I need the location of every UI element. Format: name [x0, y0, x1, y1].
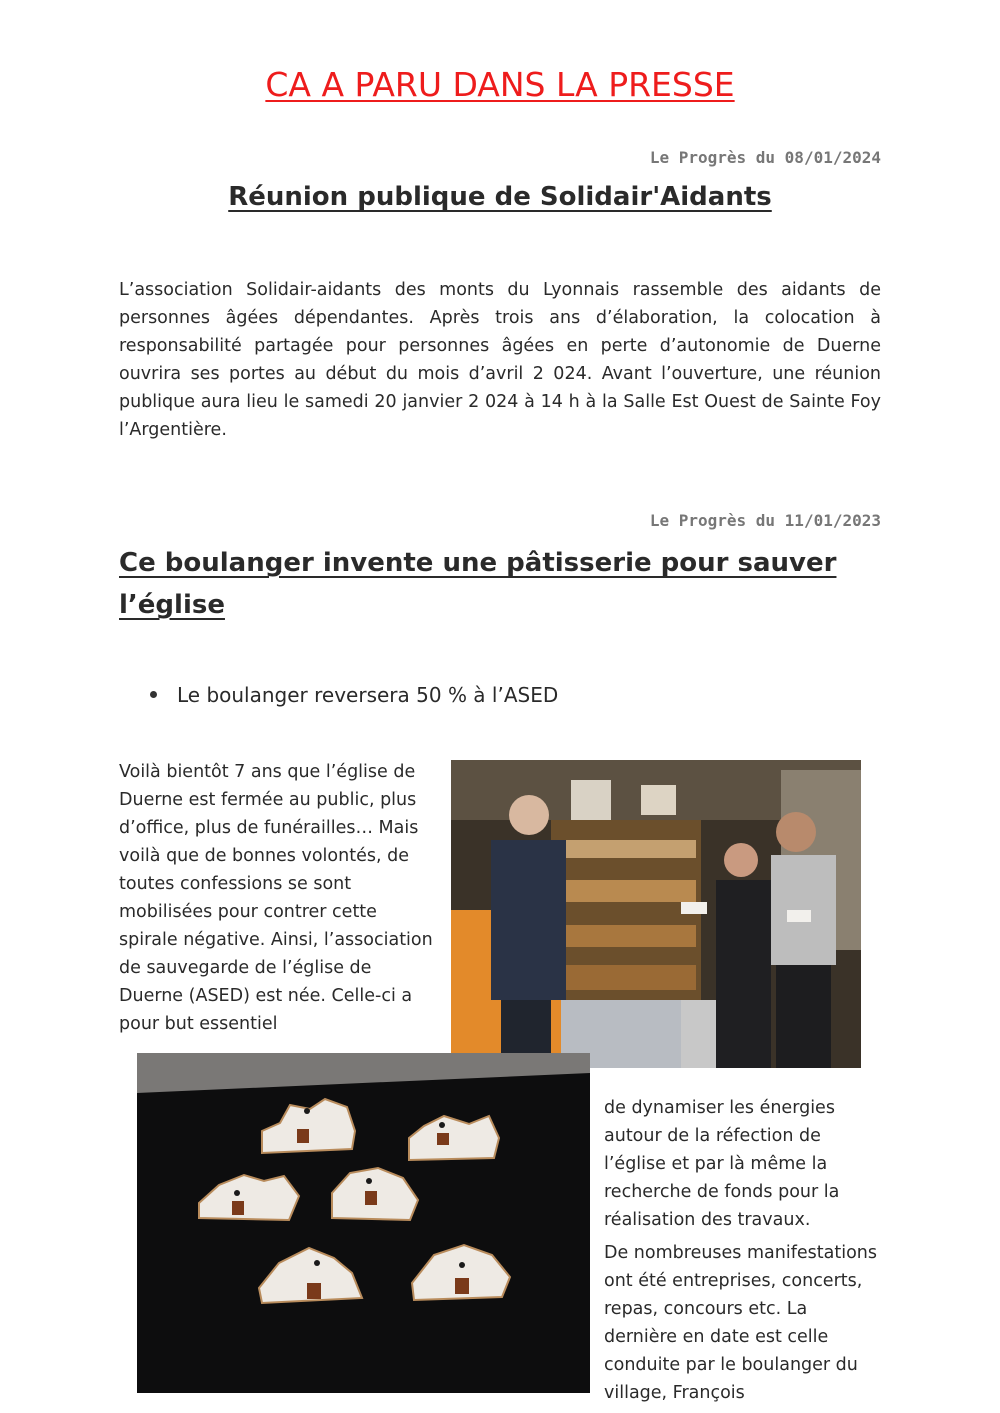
article-source: Le Progrès du 11/01/2023 [649, 511, 881, 530]
bakery-photo [451, 760, 861, 1068]
pastry-photo [137, 1053, 590, 1393]
page-title: CA A PARU DANS LA PRESSE [265, 65, 735, 104]
bullet-text: Le boulanger reversera 50 % à l’ASED [177, 683, 559, 707]
article-title: Ce boulanger invente une pâtisserie pour sauver l’église [119, 548, 837, 620]
article-text-right: De nombreuses manifestations ont été entreprises, concerts, repas, concours etc. La dernière en date est celle conduite par le boulanger du village, François [604, 1243, 877, 1403]
list-item [150, 680, 558, 710]
article-title: Réunion publique de Solidair'Aidants [228, 182, 772, 212]
article-source: Le Progrès du 08/01/2024 [649, 148, 881, 167]
article-body: L’association Solidair-aidants des monts du Lyonnais rassemble des aidants de personnes âgées dépendantes. Après trois ans d’élaboration, la colocation à responsabilité partagée pour personnes âgées en perte d’autonomie de Duerne ouvrira ses portes au début du mois d’avril 2 024. Avant l’ouverture, une réunion publique aura lieu le samedi 20 janvier 2 024 à 14 h à la Salle Est Ouest de Sainte Foy l’Argentière. [119, 280, 881, 440]
article-text-left: Voilà bientôt 7 ans que l’église de Duerne est fermée au public, plus d’office, plus de funérailles… Mais voilà que de bonnes volontés, de toutes confessions se sont mobilisées pour contrer cette spirale négative. Ainsi, l’association de sauvegarde de l’église de Duerne (ASED) est née. Celle-ci a pour but essentiel [119, 762, 433, 1034]
article-text-right: de dynamiser les énergies autour de la réfection de l’église et par là même la recherche de fonds pour la réalisation des travaux. [604, 1098, 840, 1230]
bullet-list [150, 680, 558, 710]
bullet-icon [150, 691, 157, 698]
